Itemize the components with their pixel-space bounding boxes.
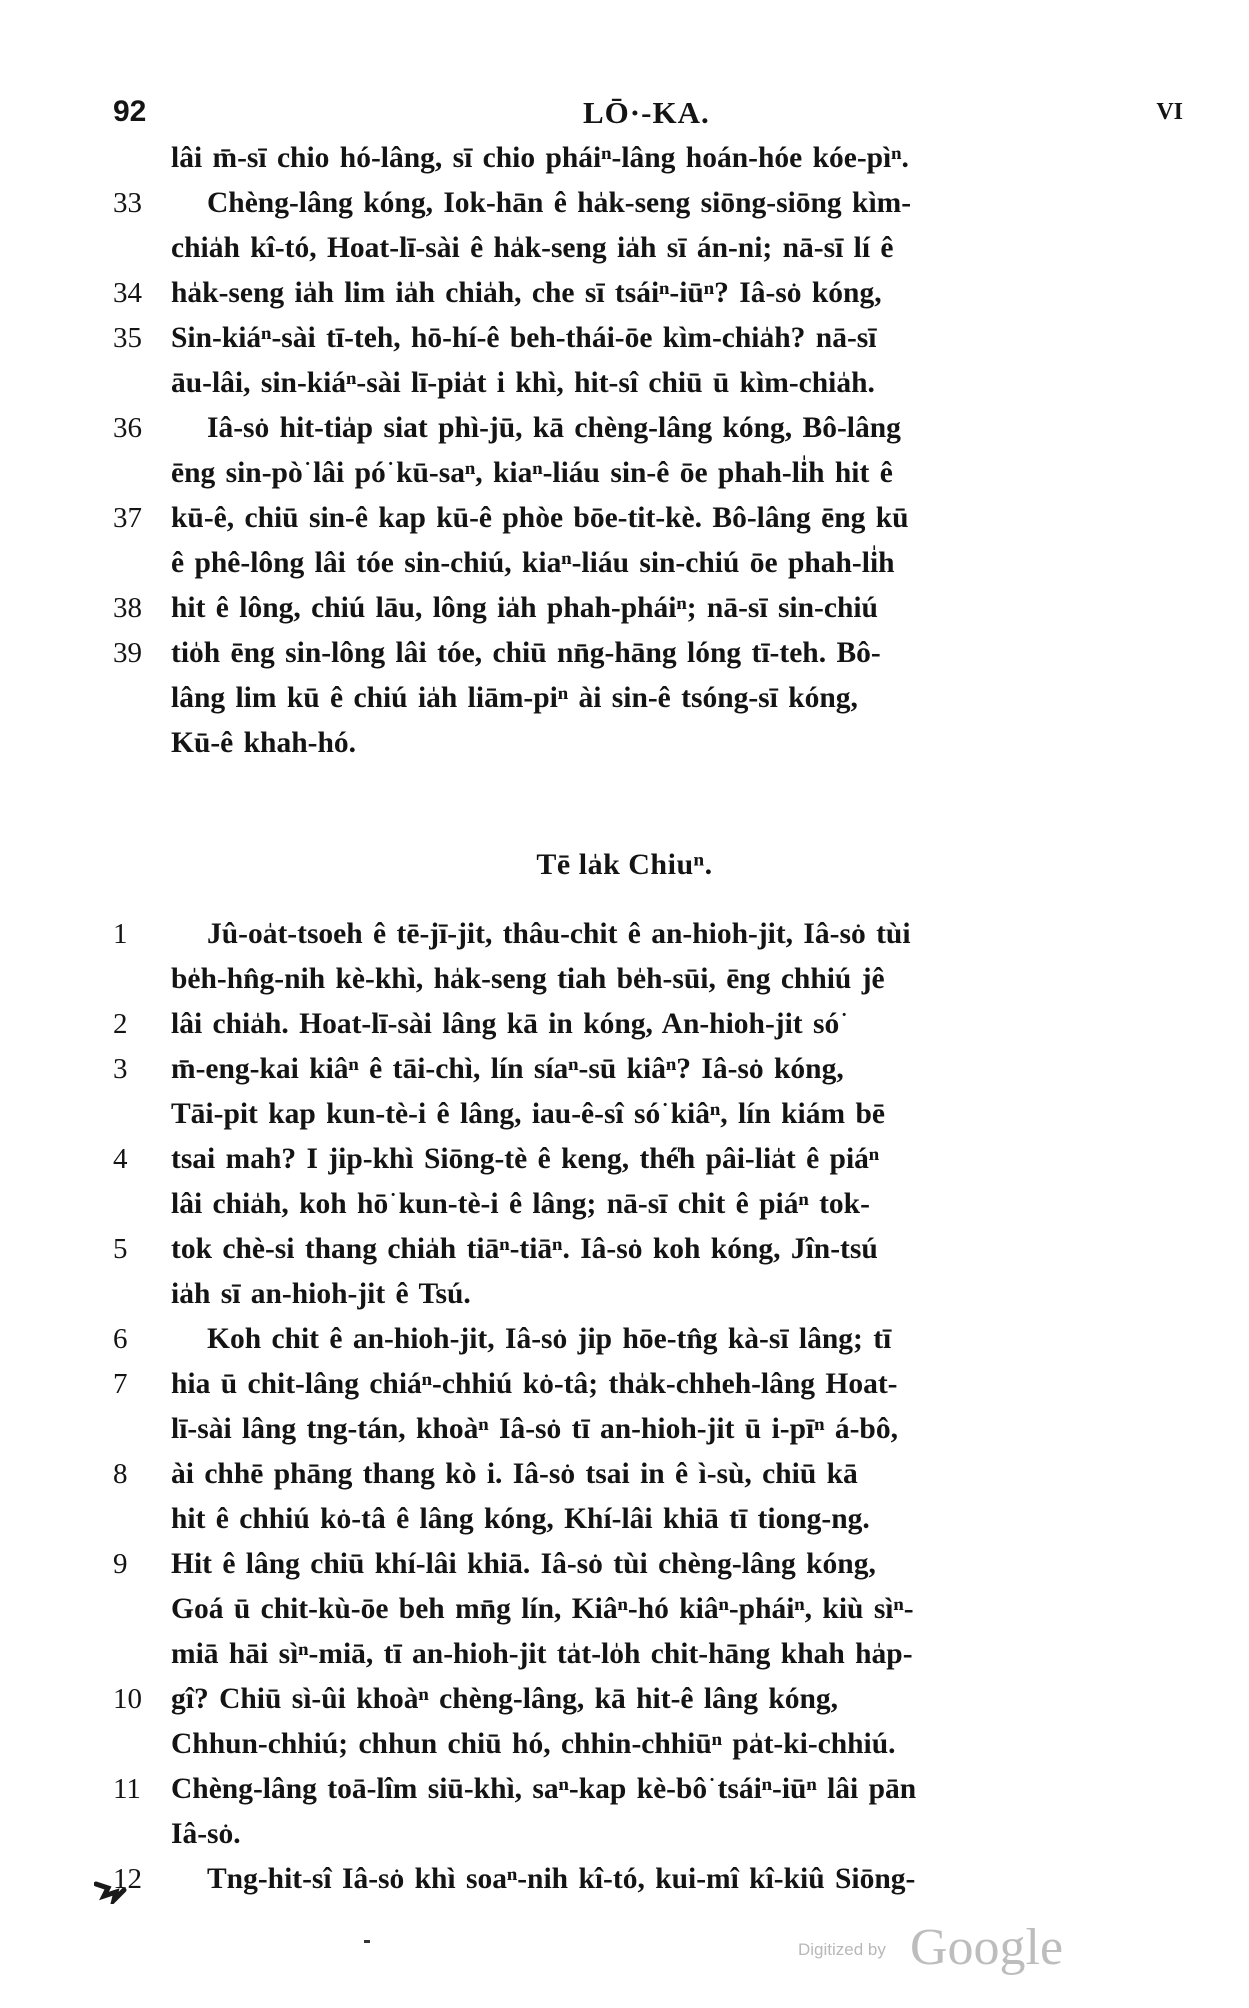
line-text: ha̍k-seng ia̍h lim ia̍h chia̍h, che sī tsáiⁿ-iūⁿ? Iâ-so͘ kóng,	[171, 277, 882, 309]
text-line	[113, 912, 1203, 957]
text-line	[113, 1452, 1203, 1497]
text-line	[113, 957, 1203, 1002]
line-text: ê phê-lông lâi tóe sin-chiú, kiaⁿ-liáu sin-chiú ōe phah-li̍h	[171, 547, 895, 579]
section-title: Tē la̍k Chiuⁿ.	[536, 848, 713, 881]
text-line	[113, 1362, 1203, 1407]
line-text: lâi m̄-sī chio hó-lâng, sī chio pháiⁿ-lâng hoán-hóe kóe-pìⁿ.	[171, 142, 909, 174]
text-line	[113, 226, 1203, 271]
line-text: be̍h-hn̂g-nih kè-khì, ha̍k-seng tiah be̍h-sūi, ēng chhiú jê	[171, 963, 885, 995]
text-line	[113, 406, 1203, 451]
line-text: Iâ-so͘ hit-tia̍p siat phì-jū, kā chèng-lâng kóng, Bô-lâng	[207, 412, 901, 444]
line-text: lâi chia̍h, koh hō͘ kun-tè-i ê lâng; nā-sī chit ê piáⁿ tok-	[171, 1188, 870, 1220]
line-text: āu-lâi, sin-kiáⁿ-sài lī-pia̍t i khì, hit-sî chiū ū kìm-chia̍h.	[171, 367, 875, 399]
google-logo: Google	[910, 1919, 1064, 1976]
line-text: Tāi-pit kap kun-tè-i ê lâng, iau-ê-sî só͘ kiâⁿ, lín kiám bē	[171, 1098, 885, 1130]
line-text: Iâ-so͘.	[171, 1818, 241, 1850]
page-number: 92	[113, 95, 147, 128]
line-text: chia̍h kî-tó, Hoat-lī-sài ê ha̍k-seng ia̍h sī án-ni; nā-sī lí ê	[171, 232, 894, 264]
line-text: Koh chit ê an-hioh-jit, Iâ-so͘ jip hōe-tn̂g kà-sī lâng; tī	[207, 1323, 892, 1355]
text-line	[113, 1767, 1203, 1812]
text-line	[113, 181, 1203, 226]
line-text: ia̍h sī an-hioh-jit ê Tsú.	[171, 1278, 471, 1310]
verse-number: 7	[113, 1368, 128, 1400]
text-line	[113, 1317, 1203, 1362]
line-text: Chhun-chhiú; chhun chiū hó, chhin-chhiūⁿ pa̍t-ki-chhiú.	[171, 1728, 896, 1760]
text-line	[113, 271, 1203, 316]
line-text: Sin-kiáⁿ-sài tī-teh, hō-hí-ê beh-thái-ōe kìm-chia̍h? nā-sī	[171, 322, 877, 354]
text-line	[113, 136, 1203, 181]
chapter-6-text	[113, 912, 1203, 1902]
verse-number: 34	[113, 277, 142, 309]
page-footer	[0, 1918, 1249, 1978]
verse-number: 37	[113, 502, 142, 534]
verse-number: 35	[113, 322, 142, 354]
text-line	[113, 1047, 1203, 1092]
text-line	[113, 1407, 1203, 1452]
text-line	[113, 1002, 1203, 1047]
line-text: miā hāi sìⁿ-miā, tī an-hioh-jit ta̍t-lo̍h chit-hāng khah ha̍p-	[171, 1638, 913, 1670]
line-text: Hit ê lâng chiū khí-lâi khiā. Iâ-so͘ tùi chèng-lâng kóng,	[171, 1548, 876, 1580]
line-text: Jû-oa̍t-tsoeh ê tē-jī-jit, thâu-chit ê an-hioh-jit, Iâ-so͘ tùi	[207, 918, 911, 950]
text-line	[113, 1182, 1203, 1227]
page-header	[113, 95, 1193, 135]
footer-dash	[364, 1940, 370, 1943]
ink-mark-icon	[94, 1878, 130, 1904]
verse-number: 11	[113, 1773, 141, 1805]
verse-number: 3	[113, 1053, 128, 1085]
text-line	[113, 1632, 1203, 1677]
line-text: Chèng-lâng toā-lîm siū-khì, saⁿ-kap kè-bô͘ tsáiⁿ-iūⁿ lâi pān	[171, 1773, 917, 1805]
text-line	[113, 1587, 1203, 1632]
chapter-5-text	[113, 136, 1203, 766]
line-text: Tng-hit-sî Iâ-so͘ khì soaⁿ-nih kî-tó, kui-mî kî-kiû Siōng-	[207, 1863, 916, 1895]
verse-number: 5	[113, 1233, 128, 1265]
verse-number: 4	[113, 1143, 128, 1175]
chapter-number: VI	[1156, 99, 1183, 125]
line-text: gî? Chiū sì-ûi khoàⁿ chèng-lâng, kā hit-ê lâng kóng,	[171, 1683, 839, 1715]
line-text: ài chhē phāng thang kò i. Iâ-so͘ tsai in ê ì-sù, chiū kā	[171, 1458, 858, 1490]
text-line	[113, 541, 1203, 586]
line-text: Kū-ê khah-hó.	[171, 727, 356, 759]
verse-number: 33	[113, 187, 142, 219]
text-line	[113, 451, 1203, 496]
verse-number: 39	[113, 637, 142, 669]
verse-number: 9	[113, 1548, 128, 1580]
text-line	[113, 1497, 1203, 1542]
text-line	[113, 361, 1203, 406]
verse-number: 38	[113, 592, 142, 624]
text-line	[113, 1227, 1203, 1272]
verse-number: 12	[113, 1863, 142, 1895]
text-line	[113, 721, 1203, 766]
line-text: ēng sin-pò͘ lâi pó͘ kū-saⁿ, kiaⁿ-liáu sin-ê ōe phah-li̍h hit ê	[171, 457, 893, 489]
text-line	[113, 676, 1203, 721]
verse-number: 1	[113, 918, 128, 950]
verse-number: 6	[113, 1323, 128, 1355]
text-line	[113, 316, 1203, 361]
text-line	[113, 1722, 1203, 1767]
text-line	[113, 496, 1203, 541]
line-text: Chèng-lâng kóng, Iok-hān ê ha̍k-seng siōng-siōng kìm-	[207, 187, 912, 219]
verse-number: 2	[113, 1008, 128, 1040]
text-line	[113, 1857, 1203, 1902]
line-text: m̄-eng-kai kiâⁿ ê tāi-chì, lín síaⁿ-sū kiâⁿ? Iâ-so͘ kóng,	[171, 1053, 844, 1085]
line-text: hit ê chhiú ko͘-tâ ê lâng kóng, Khí-lâi khiā tī tiong-ng.	[171, 1503, 870, 1535]
line-text: Goá ū chit-kù-ōe beh mn̄g lín, Kiâⁿ-hó kiâⁿ-pháiⁿ, kiù sìⁿ-	[171, 1593, 914, 1625]
text-line	[113, 1677, 1203, 1722]
line-text: lī-sài lâng tng-tán, khoàⁿ Iâ-so͘ tī an-hioh-jit ū i-pīⁿ á-bô,	[171, 1413, 898, 1445]
line-text: kū-ê, chiū sin-ê kap kū-ê phòe bōe-tit-kè. Bô-lâng ēng kū	[171, 502, 909, 534]
text-line	[113, 1272, 1203, 1317]
running-title: LŌ·-KA.	[583, 95, 710, 130]
verse-number: 8	[113, 1458, 128, 1490]
line-text: lâng lim kū ê chiú ia̍h liām-piⁿ ài sin-ê tsóng-sī kóng,	[171, 682, 858, 714]
line-text: hia ū chit-lâng chiáⁿ-chhiú ko͘-tâ; tha̍k-chheh-lâng Hoat-	[171, 1368, 898, 1400]
verse-number: 10	[113, 1683, 142, 1715]
line-text: lâi chia̍h. Hoat-lī-sài lâng kā in kóng, An-hioh-jit só͘	[171, 1008, 840, 1040]
text-line	[113, 1542, 1203, 1587]
text-line	[113, 586, 1203, 631]
text-line	[113, 1092, 1203, 1137]
line-text: tsai mah? I jip-khì Siōng-tè ê keng, thé̍h pâi-lia̍t ê piáⁿ	[171, 1143, 880, 1175]
line-text: hit ê lông, chiú lāu, lông ia̍h phah-pháiⁿ; nā-sī sin-chiú	[171, 592, 878, 624]
line-text: tio̍h ēng sin-lông lâi tóe, chiū nn̄g-hāng lóng tī-teh. Bô-	[171, 637, 881, 669]
line-text: tok chè-si thang chia̍h tiāⁿ-tiāⁿ. Iâ-so͘ koh kóng, Jîn-tsú	[171, 1233, 878, 1265]
digitized-by-label: Digitized by	[798, 1940, 886, 1959]
text-line	[113, 1812, 1203, 1857]
verse-number: 36	[113, 412, 142, 444]
text-line	[113, 631, 1203, 676]
text-line	[113, 1137, 1203, 1182]
